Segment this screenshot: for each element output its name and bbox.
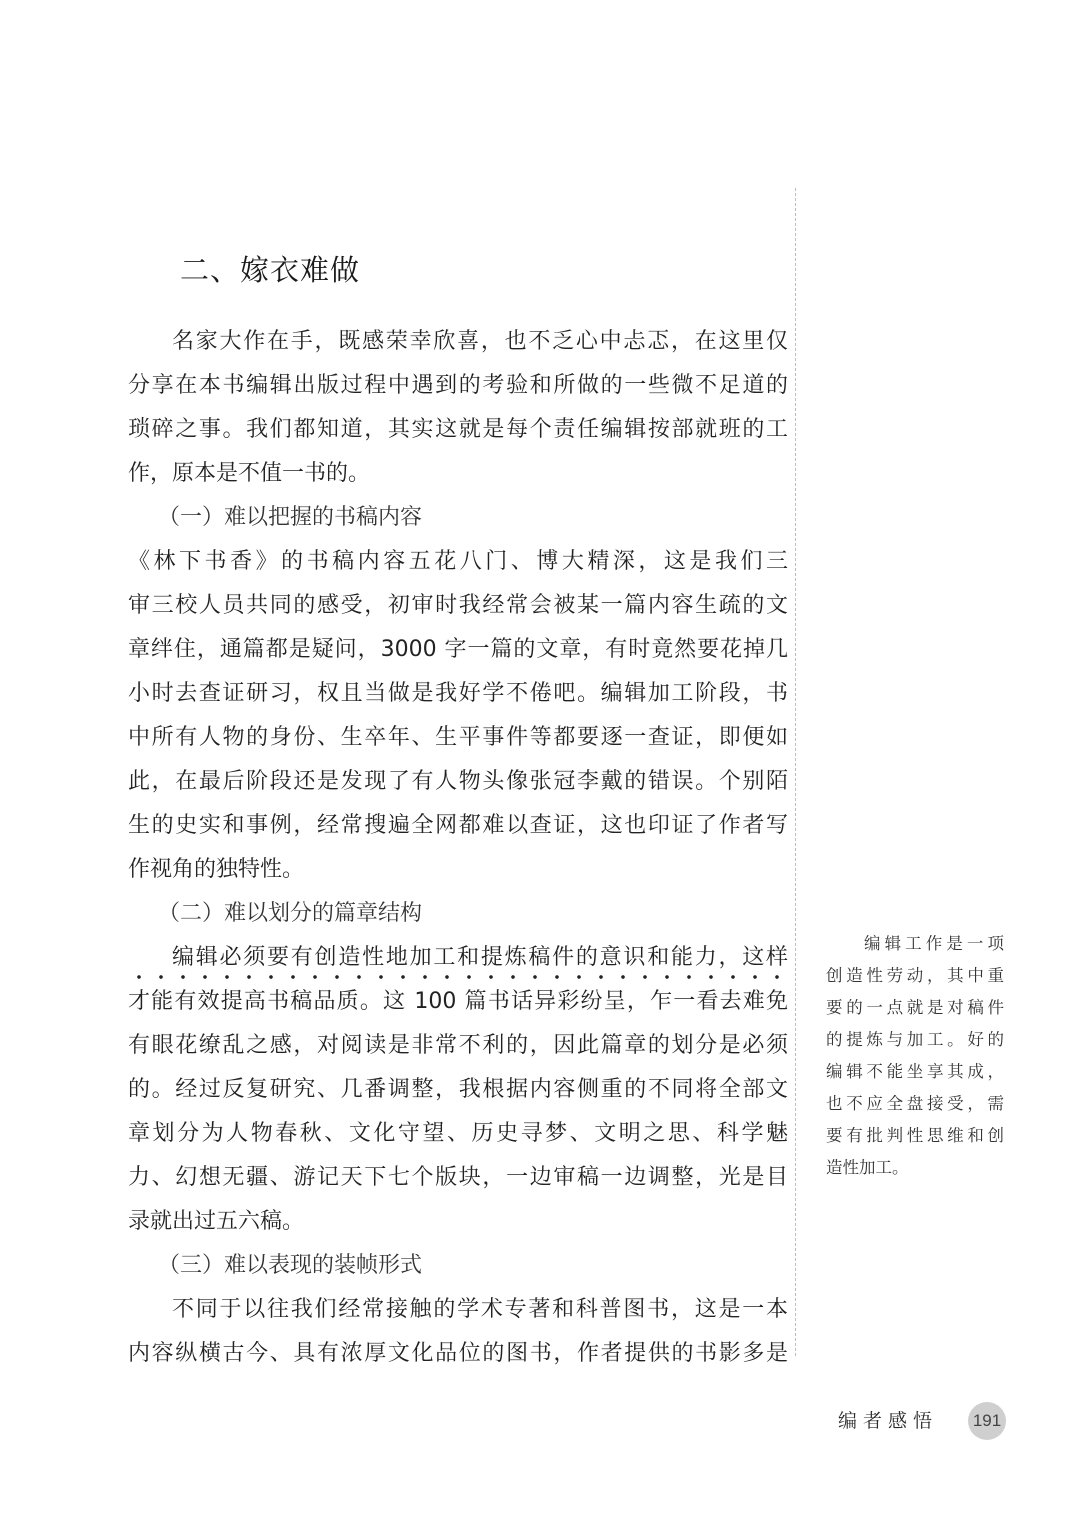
margin-note-line: 要有批判性思维和创	[826, 1126, 1004, 1145]
running-footer-label: 编者感悟	[838, 1410, 939, 1432]
emphasized-line: 编辑必须要有创造性地加工和提炼稿件的意识和能力，这样	[128, 936, 788, 980]
subheading-1: （一）难以把握的书稿内容	[158, 505, 423, 530]
body-line: 琐碎之事。我们都知道，其实这就是每个责任编辑按部就班的工	[128, 417, 788, 442]
section-title: 二、嫁衣难做	[180, 253, 361, 287]
body-line: 作视角的独特性。	[128, 857, 305, 882]
body-line: 才能有效提高书稿品质。这 100 篇书话异彩纷呈，乍一看去难免	[128, 989, 788, 1014]
margin-note-line: 也不应全盘接受，需	[826, 1094, 1004, 1113]
margin-note-line: 编辑不能坐享其成，	[826, 1062, 1004, 1081]
subheading-3: （三）难以表现的装帧形式	[158, 1253, 423, 1278]
body-line: 此，在最后阶段还是发现了有人物头像张冠李戴的错误。个别陌	[128, 769, 788, 794]
body-line: 章绊住，通篇都是疑问，3000 字一篇的文章，有时竟然要花掉几	[128, 637, 788, 662]
subheading-2: （二）难以划分的篇章结构	[158, 901, 423, 926]
body-line: 分享在本书编辑出版过程中遇到的考验和所做的一些微不足道的	[128, 373, 788, 398]
body-line: 生的史实和事例，经常搜遍全网都难以查证，这也印证了作者写	[128, 813, 788, 838]
body-text	[128, 320, 788, 1376]
body-line: 的。经过反复研究、几番调整，我根据内容侧重的不同将全部文	[128, 1077, 788, 1102]
margin-note-line: 创造性劳动，其中重	[826, 966, 1004, 985]
body-line: 力、幻想无疆、游记天下七个版块，一边审稿一边调整，光是目	[128, 1165, 788, 1190]
margin-note	[826, 928, 1004, 1184]
body-line: 《林下书香》的书稿内容五花八门、博大精深，这是我们三	[128, 549, 788, 574]
body-line: 作，原本是不值一书的。	[128, 461, 371, 486]
body-line: 录就出过五六稿。	[128, 1209, 305, 1234]
body-line: 审三校人员共同的感受，初审时我经常会被某一篇内容生疏的文	[128, 593, 788, 618]
body-line: 有眼花缭乱之感，对阅读是非常不利的，因此篇章的划分是必须	[128, 1033, 788, 1058]
margin-divider	[795, 188, 796, 1356]
page-number-badge: 191	[968, 1402, 1006, 1440]
margin-note-line: 的提炼与加工。好的	[826, 1030, 1004, 1049]
body-line: 章划分为人物春秋、文化守望、历史寻梦、文明之思、科学魅	[128, 1121, 788, 1146]
margin-note-line: 造性加工。	[826, 1158, 909, 1177]
body-line: 内容纵横古今、具有浓厚文化品位的图书，作者提供的书影多是	[128, 1341, 788, 1366]
body-line: 名家大作在手，既感荣幸欣喜，也不乏心中忐忑，在这里仅	[172, 329, 788, 354]
margin-note-line: 要的一点就是对稿件	[826, 998, 1004, 1017]
body-line: 中所有人物的身份、生卒年、生平事件等都要逐一查证，即便如	[128, 725, 788, 750]
body-line: 不同于以往我们经常接触的学术专著和科普图书，这是一本	[172, 1297, 788, 1322]
margin-note-line: 编辑工作是一项	[864, 934, 1004, 953]
body-line: 小时去查证研习，权且当做是我好学不倦吧。编辑加工阶段，书	[128, 681, 788, 706]
